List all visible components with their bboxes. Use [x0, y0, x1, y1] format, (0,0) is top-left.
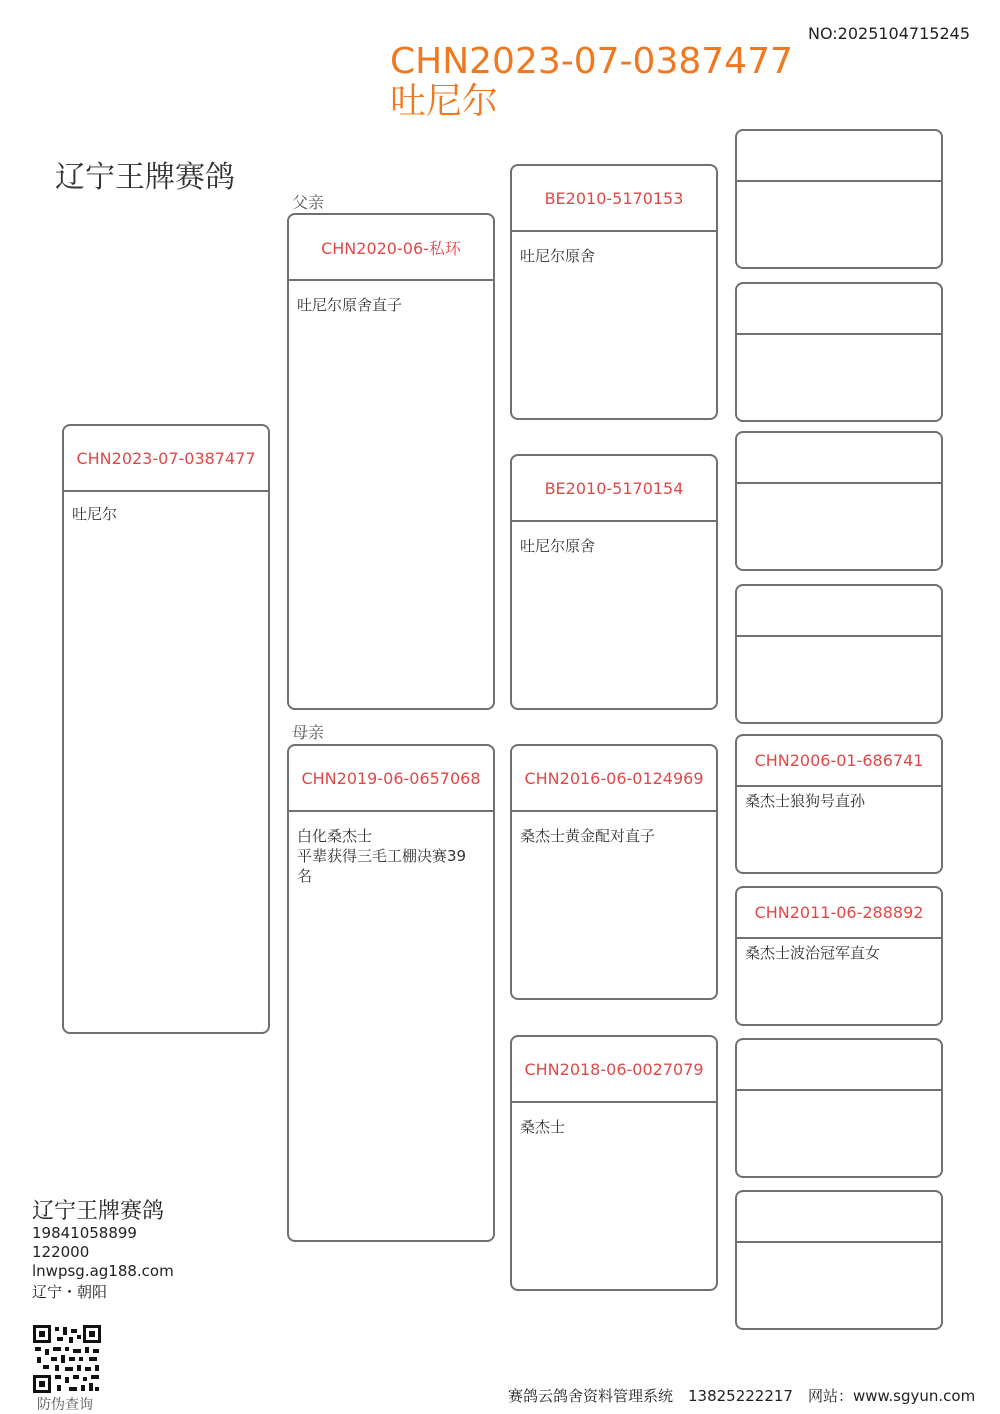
qr-verify-label: 防伪查询: [37, 1397, 93, 1413]
ring-number: CHN2006-01-686741: [737, 736, 941, 787]
ring-number: BE2010-5170153: [512, 166, 716, 232]
sire-label: 父亲: [292, 193, 325, 212]
pigeon-note: 桑杰士狼狗号直孙: [745, 792, 866, 810]
pigeon-note: 白化桑杰士 平辈获得三毛工棚决赛39 名: [297, 827, 467, 885]
pedigree-card-dss: [735, 734, 943, 874]
system-footer: 赛鸽云鸽舍资料管理系统 13825222217 网站：www.sgyun.com: [508, 1387, 976, 1405]
pedigree-card-sire-dam: [510, 454, 718, 710]
loft-title: 辽宁王牌赛鸽: [55, 160, 235, 195]
pigeon-note: 吐尼尔: [72, 505, 118, 523]
ring-number: CHN2018-06-0027079: [512, 1037, 716, 1103]
footer-postcode: 122000: [32, 1243, 90, 1261]
pigeon-note: 桑杰士波治冠军直女: [745, 944, 881, 962]
ring-number: CHN2020-06-私环: [289, 215, 493, 281]
ring-number: [737, 1192, 941, 1243]
pedigree-card-dam: [287, 744, 495, 1242]
pigeon-note: 桑杰士黄金配对直子: [520, 827, 656, 845]
pedigree-card-dds: [735, 1038, 943, 1178]
ring-number: [737, 131, 941, 182]
subject-ring-number: CHN2023-07-0387477: [390, 41, 793, 82]
pedigree-card-ssd: [735, 282, 943, 422]
footer-location: 辽宁・朝阳: [32, 1283, 108, 1301]
pedigree-card-sdd: [735, 584, 943, 724]
footer-phone: 19841058899: [32, 1224, 137, 1242]
pedigree-card-dsd: [735, 886, 943, 1026]
pedigree-card-self: [62, 424, 270, 1034]
pedigree-card-sds: [735, 431, 943, 571]
pedigree-card-ddd: [735, 1190, 943, 1330]
pigeon-note: 桑杰士: [520, 1118, 566, 1136]
document-number: NO:2025104715245: [807, 24, 970, 43]
ring-number: CHN2019-06-0657068: [289, 746, 493, 812]
pedigree-card-sire-sire: [510, 164, 718, 420]
footer-website[interactable]: lnwpsg.ag188.com: [32, 1262, 174, 1280]
ring-number: CHN2011-06-288892: [737, 888, 941, 939]
pigeon-note: 吐尼尔原舍直子: [297, 296, 403, 314]
ring-number: [737, 284, 941, 335]
subject-name: 吐尼尔: [390, 81, 499, 122]
pedigree-card-dam-sire: [510, 744, 718, 1000]
ring-number: CHN2023-07-0387477: [64, 426, 268, 492]
qr-code-icon[interactable]: [33, 1325, 101, 1393]
ring-number: [737, 586, 941, 637]
pigeon-note: 吐尼尔原舍: [520, 247, 596, 265]
ring-number: [737, 1040, 941, 1091]
pigeon-note: 吐尼尔原舍: [520, 537, 596, 555]
pedigree-card-sire: [287, 213, 495, 710]
dam-label: 母亲: [292, 723, 325, 742]
ring-number: CHN2016-06-0124969: [512, 746, 716, 812]
pedigree-card-sss: [735, 129, 943, 269]
ring-number: BE2010-5170154: [512, 456, 716, 522]
footer-loft-name: 辽宁王牌赛鸽: [32, 1199, 165, 1224]
pedigree-card-dam-dam: [510, 1035, 718, 1291]
ring-number: [737, 433, 941, 484]
